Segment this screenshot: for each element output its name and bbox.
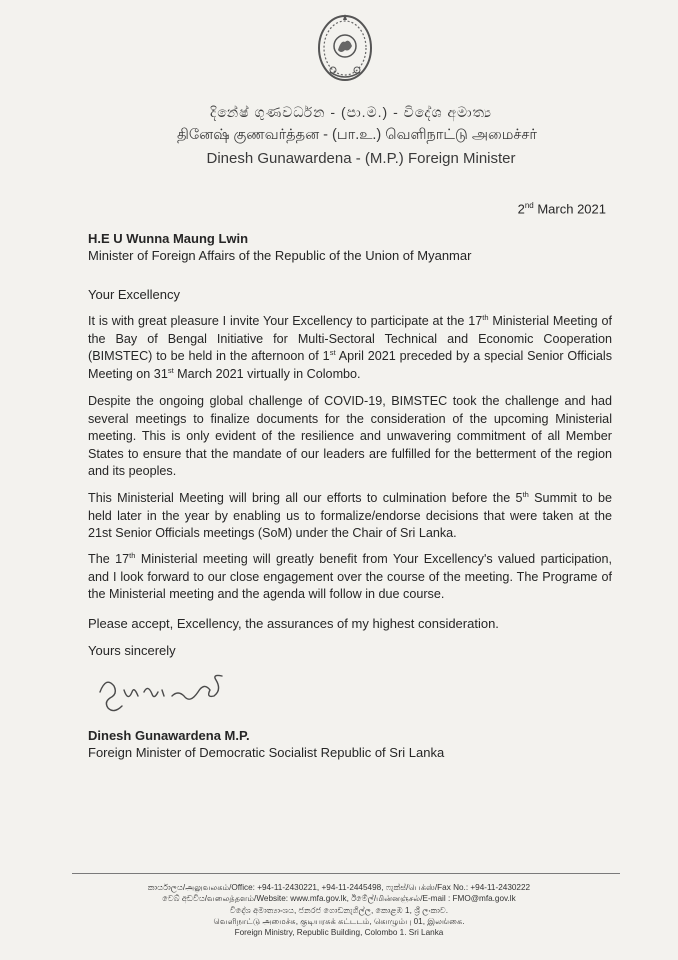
signer-title: Foreign Minister of Democratic Socialist Republic of Sri Lanka <box>88 745 445 760</box>
footer-address-sinhala: විදේශ අමාත්‍යාංශය, ජනරජ ගොඩනැගිල්ල, කොළඹ 1, ශ්‍රී ලංකාව. <box>229 905 449 915</box>
salutation: Your Excellency <box>88 287 181 302</box>
signer-block <box>88 727 444 761</box>
footer-web: වෙබ් අඩවිය/வலைத்தளம்/Website: www.mfa.gov.lk, ඊමේල්/மின்னஞ்சல்/E-mail : FMO@mfa.gov.lk <box>162 894 516 904</box>
paragraph-covid: Despite the ongoing global challenge of COVID-19, BIMSTEC took the challenge and had several meetings to finalize documents for the consideration of the upcoming Ministerial meeting. This is only evident of the resilience and unwavering commitment of all Member States to ensure that the mandate of our leaders are fulfilled for the betterment of the region and its peoples. <box>88 394 612 478</box>
letter-date: 2nd March 2021 <box>517 201 606 217</box>
addressee-name: H.E U Wunna Maung Lwin <box>88 231 249 246</box>
sri-lanka-coat-of-arms-icon <box>316 10 374 84</box>
footer-divider <box>72 873 620 874</box>
header-english: Dinesh Gunawardena - (M.P.) Foreign Minister <box>206 150 516 167</box>
addressee-title: Minister of Foreign Affairs of the Republic of the Union of Myanmar <box>88 248 472 263</box>
paragraph-consideration: Please accept, Excellency, the assurances of my highest consideration. <box>88 616 499 631</box>
header-tamil: தினேஷ் குணவர்த்தன - (பா.உ.) வெளிநாட்டு அமைச்சர் <box>176 127 537 143</box>
paragraph-invitation: It is with great pleasure I invite Your Excellency to participate at the 17th Ministerial Meeting of the Bay of Bengal Initiative for Multi-Sectoral Technical and Economic Cooperation (BIMSTEC) to be held in the afternoon of 1st April 2021 preceded by a special Senior Officials Meeting on 31st March 2021 virtually in Colombo. <box>88 312 612 381</box>
handwritten-signature-icon <box>88 662 248 724</box>
paragraph-summit: This Ministerial Meeting will bring all our efforts to culmination before the 5th Summit to be held later in the year by enabling us to formalize/endorse decisions that were taken at the 21st Senior Officials meetings (SoM) under the Chair of Sri Lanka. <box>88 489 612 540</box>
addressee-block <box>88 230 471 264</box>
paragraph-participation: The 17th Ministerial meeting will greatly benefit from Your Excellency's valued participation, and I look forward to our close engagement over the course of the meeting. The Programe of the Ministerial meeting and the agenda will follow in due course. <box>88 550 612 601</box>
footer-address-english: Foreign Ministry, Republic Building, Colombo 1. Sri Lanka <box>234 928 444 938</box>
closing: Yours sincerely <box>88 643 176 658</box>
footer-address-tamil: வெளிநாட்டு அமைச்சு, குடியரசுக் கட்டடம், கொழும்பு 01, இலங்கை. <box>213 916 465 926</box>
signer-name: Dinesh Gunawardena M.P. <box>88 728 250 743</box>
footer-contact <box>0 882 678 938</box>
header-sinhala: දිනේෂ් ගුණවර්ධන - (පා.ම.) - විදේශ අමාත්‍ය <box>210 104 492 120</box>
footer-phone: කාර්යාලය/அலுவலகம்/Office: +94-11-2430221, +94-11-2445498, ෆැක්ස්/பெக்ஸ்/Fax No.: +94-11-2430222 <box>147 883 531 892</box>
